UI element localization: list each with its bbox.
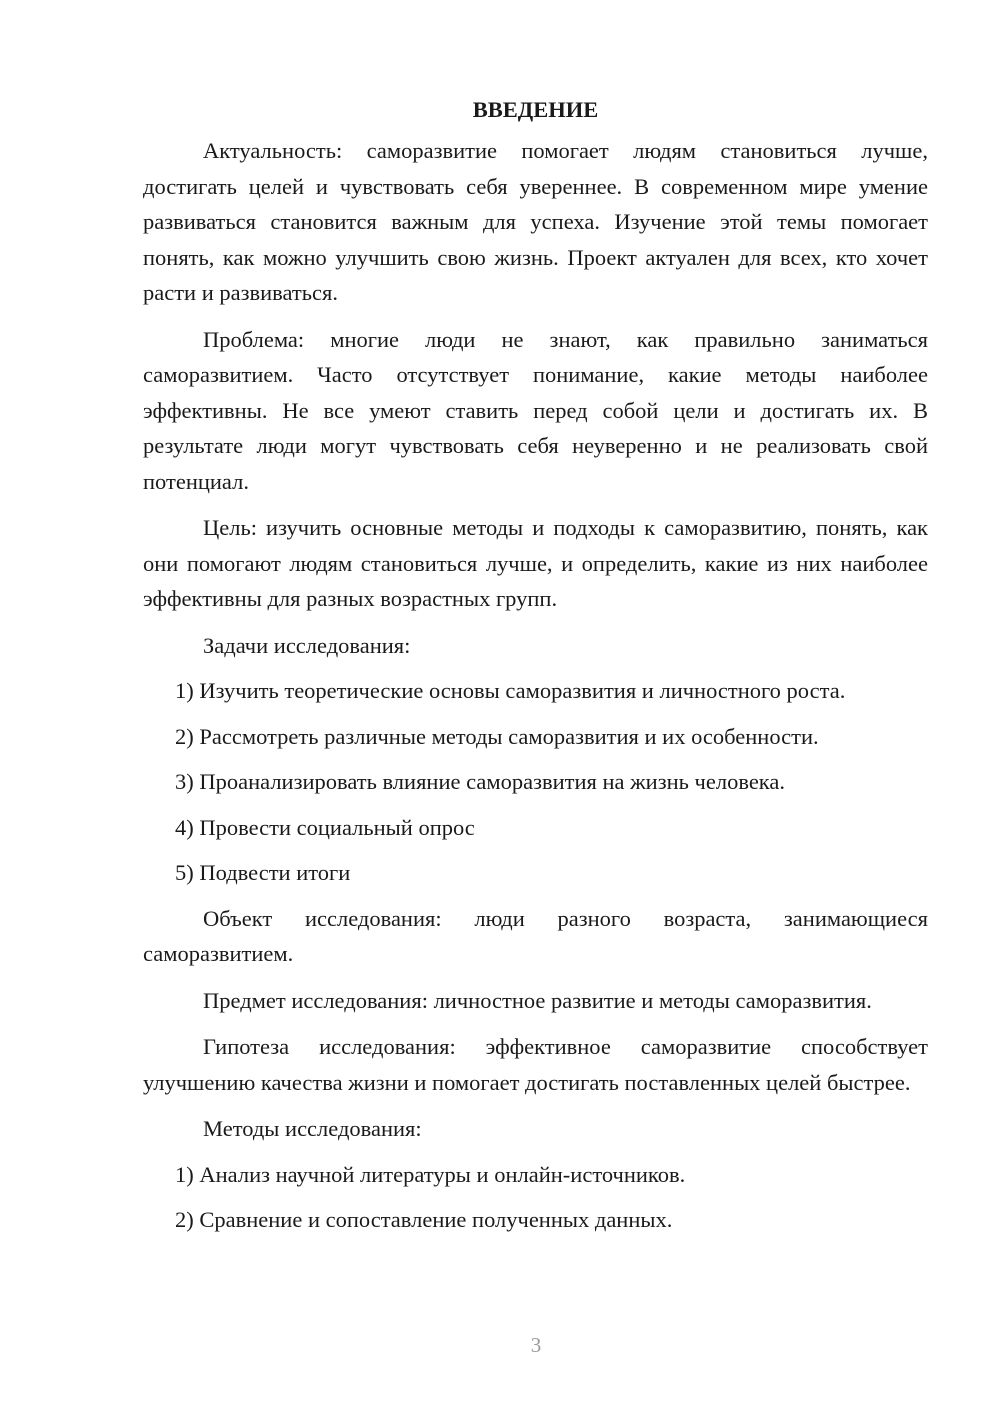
list-item: 4) Провести социальный опрос [175,814,475,840]
list-item: 2) Сравнение и сопоставление полученных данных. [175,1207,673,1232]
goal-paragraph: Цель: изучить основные методы и подходы к саморазвитию, понять, как они помогают людям становиться лучше, и определить, какие из них наиболее эффективны для разных возрастных групп. [143,515,928,611]
problem-paragraph: Проблема: многие люди не знают, как правильно заниматься саморазвитием. Часто отсутствует понимание, какие методы наиболее эффективны. Не все умеют ставить перед собой цели и достигать их. В результате люди могут чувствовать себя неуверенно и не реализовать свой потенциал. [143,326,928,494]
tasks-heading: Задачи исследования: [203,632,411,658]
list-item: 1) Анализ научной литературы и онлайн-источников. [175,1161,686,1187]
relevance-paragraph: Актуальность: саморазвитие помогает людям становиться лучше, достигать целей и чувствовать себя увереннее. В современном мире умение развиваться становится важным для успеха. Изучение этой темы помогает понять, как можно улучшить свою жизнь. Проект актуален для всех, кто хочет расти и развиваться. [143,138,928,305]
hypothesis-paragraph: Гипотеза исследования: эффективное саморазвитие способствует улучшению качества жизни и помогает достигать поставленных целей быстрее. [143,1034,928,1095]
page-number: 3 [530,1333,542,1357]
subject-paragraph: Предмет исследования: личностное развитие и методы саморазвития. [203,987,872,1013]
list-item: 1) Изучить теоретические основы саморазвития и личностного роста. [175,678,846,703]
methods-list [143,1157,928,1238]
object-paragraph: Объект исследования: люди разного возраста, занимающиеся саморазвитием. [143,905,928,966]
methods-heading: Методы исследования: [203,1116,422,1141]
list-item: 5) Подвести итоги [175,860,351,885]
page-title: ВВЕДЕНИЕ [472,97,599,122]
document-page [143,95,928,1248]
list-item: 3) Проанализировать влияние саморазвития на жизнь человека. [175,769,786,794]
list-item: 2) Рассмотреть различные методы саморазвития и их особенности. [175,723,819,749]
tasks-list [143,673,928,891]
